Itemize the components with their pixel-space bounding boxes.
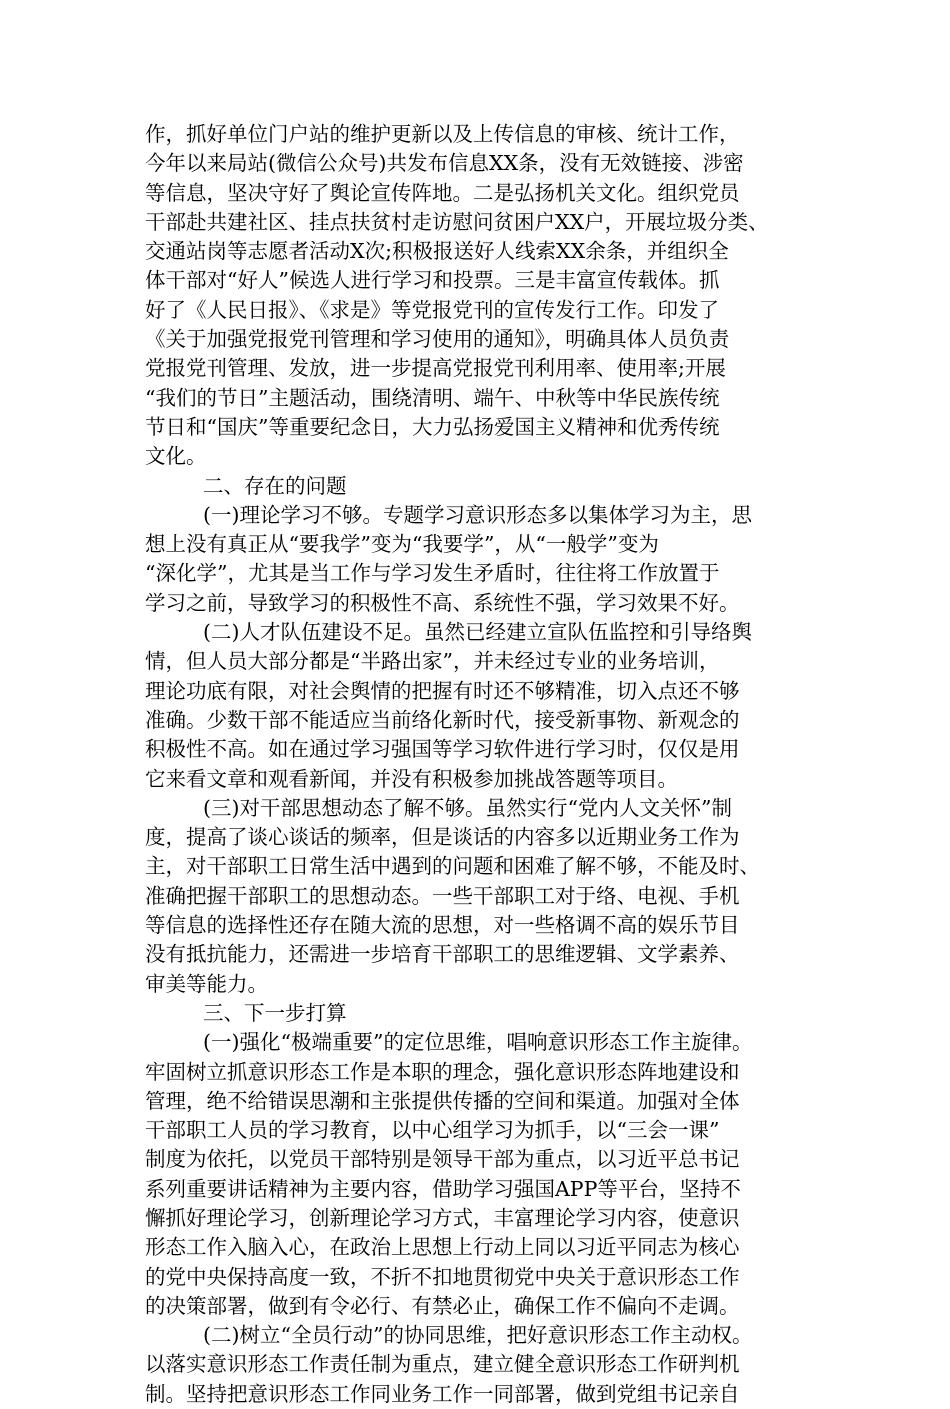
text-line: 牢固树立抓意识形态工作是本职的理念，强化意识形态阵地建设和 — [145, 1059, 740, 1084]
text-line: 制度为依托，以党员干部特别是领导干部为重点，以习近平总书记 — [145, 1147, 740, 1172]
text-line: 二、存在的问题 — [203, 473, 347, 498]
text-line: 今年以来局站(微信公众号)共发布信息XX条，没有无效链接、涉密 — [145, 151, 744, 176]
text-line: “深化学”，尤其是当工作与学习发生矛盾时，往往将工作放置于 — [145, 561, 720, 586]
text-line: 三、下一步打算 — [203, 1000, 347, 1025]
text-line: 系列重要讲话精神为主要内容，借助学习强国APP等平台，坚持不 — [145, 1176, 741, 1201]
text-line: 主，对干部职工日常生活中遇到的问题和困难了解不够，不能及时、 — [145, 854, 760, 879]
text-line: 等信息的选择性还存在随大流的思想，对一些格调不高的娱乐节目 — [145, 913, 740, 938]
text-line: (二)树立“全员行动”的协同思维，把好意识形态工作主动权。 — [203, 1323, 753, 1348]
text-line: 的决策部署，做到有令必行、有禁必止，确保工作不偏向不走调。 — [145, 1293, 740, 1318]
text-line: 制。坚持把意识形态工作同业务工作一同部署，做到党组书记亲自 — [145, 1381, 740, 1406]
text-line: (二)人才队伍建设不足。虽然已经建立宣队伍监控和引导络舆 — [203, 620, 752, 645]
text-line: “我们的节日”主题活动，围绕清明、端午、中秋等中华民族传统 — [145, 385, 720, 410]
text-line: 党报党刊管理、发放，进一步提高党报党刊利用率、使用率;开展 — [145, 356, 726, 381]
text-line: 没有抵抗能力，还需进一步培育干部职工的思维逻辑、文学素养、 — [145, 942, 740, 967]
text-line: 度，提高了谈心谈话的频率，但是谈话的内容多以近期业务工作为 — [145, 825, 740, 850]
text-line: 学习之前，导致学习的积极性不高、系统性不强，学习效果不好。 — [145, 590, 740, 615]
text-line: 干部职工人员的学习教育，以中心组学习为抓手，以“三会一课” — [145, 1118, 720, 1143]
text-line: 交通站岗等志愿者活动X次;积极报送好人线索XX余条，并组织全 — [145, 239, 729, 264]
text-line: 情，但人员大部分都是“半路出家”，并未经过专业的业务培训， — [145, 649, 720, 674]
document-body — [145, 120, 825, 1409]
text-line: (三)对干部思想动态了解不够。虽然实行“党内人文关怀”制 — [203, 795, 732, 820]
text-line: 想上没有真正从“要我学”变为“我要学”，从“一般学”变为 — [145, 532, 659, 557]
text-line: 准确。少数干部不能适应当前络化新时代，接受新事物、新观念的 — [145, 707, 740, 732]
text-line: 等信息，坚决守好了舆论宣传阵地。二是弘扬机关文化。组织党员 — [145, 180, 740, 205]
text-line: 的党中央保持高度一致，不折不扣地贯彻党中央关于意识形态工作 — [145, 1264, 740, 1289]
text-line: 形态工作入脑入心，在政治上思想上行动上同以习近平同志为核心 — [145, 1235, 740, 1260]
text-line: 以落实意识形态工作责任制为重点，建立健全意识形态工作研判机 — [145, 1352, 740, 1377]
text-line: 文化。 — [145, 444, 207, 469]
text-line: 《关于加强党报党刊管理和学习使用的通知》，明确具体人员负责 — [145, 327, 730, 352]
text-line: 准确把握干部职工的思想动态。一些干部职工对于络、电视、手机 — [145, 883, 740, 908]
text-line: 作，抓好单位门户站的维护更新以及上传信息的审核、统计工作， — [145, 122, 740, 146]
text-line: (一)强化“极端重要”的定位思维，唱响意识形态工作主旋律。 — [203, 1030, 753, 1055]
text-line: 节日和“国庆”等重要纪念日，大力弘扬爱国主义精神和优秀传统 — [145, 414, 720, 439]
text-line: 理论功底有限，对社会舆情的把握有时还不够精准，切入点还不够 — [145, 678, 740, 703]
text-line: 积极性不高。如在通过学习强国等学习软件进行学习时，仅仅是用 — [145, 737, 740, 762]
text-line: 体干部对“好人”候选人进行学习和投票。三是丰富宣传载体。抓 — [145, 268, 720, 293]
text-line: (一)理论学习不够。专题学习意识形态多以集体学习为主，思 — [203, 502, 752, 527]
text-line: 干部赴共建社区、挂点扶贫村走访慰问贫困户XX户，开展垃圾分类、 — [145, 209, 769, 234]
text-line: 管理，绝不给错误思潮和主张提供传播的空间和渠道。加强对全体 — [145, 1088, 740, 1113]
text-line: 懈抓好理论学习，创新理论学习方式，丰富理论学习内容，使意识 — [145, 1205, 740, 1230]
text-line: 好了《人民日报》、《求是》等党报党刊的宣传发行工作。印发了 — [145, 297, 719, 322]
text-line: 审美等能力。 — [145, 971, 268, 996]
text-line: 它来看文章和观看新闻，并没有积极参加挑战答题等项目。 — [145, 766, 678, 791]
